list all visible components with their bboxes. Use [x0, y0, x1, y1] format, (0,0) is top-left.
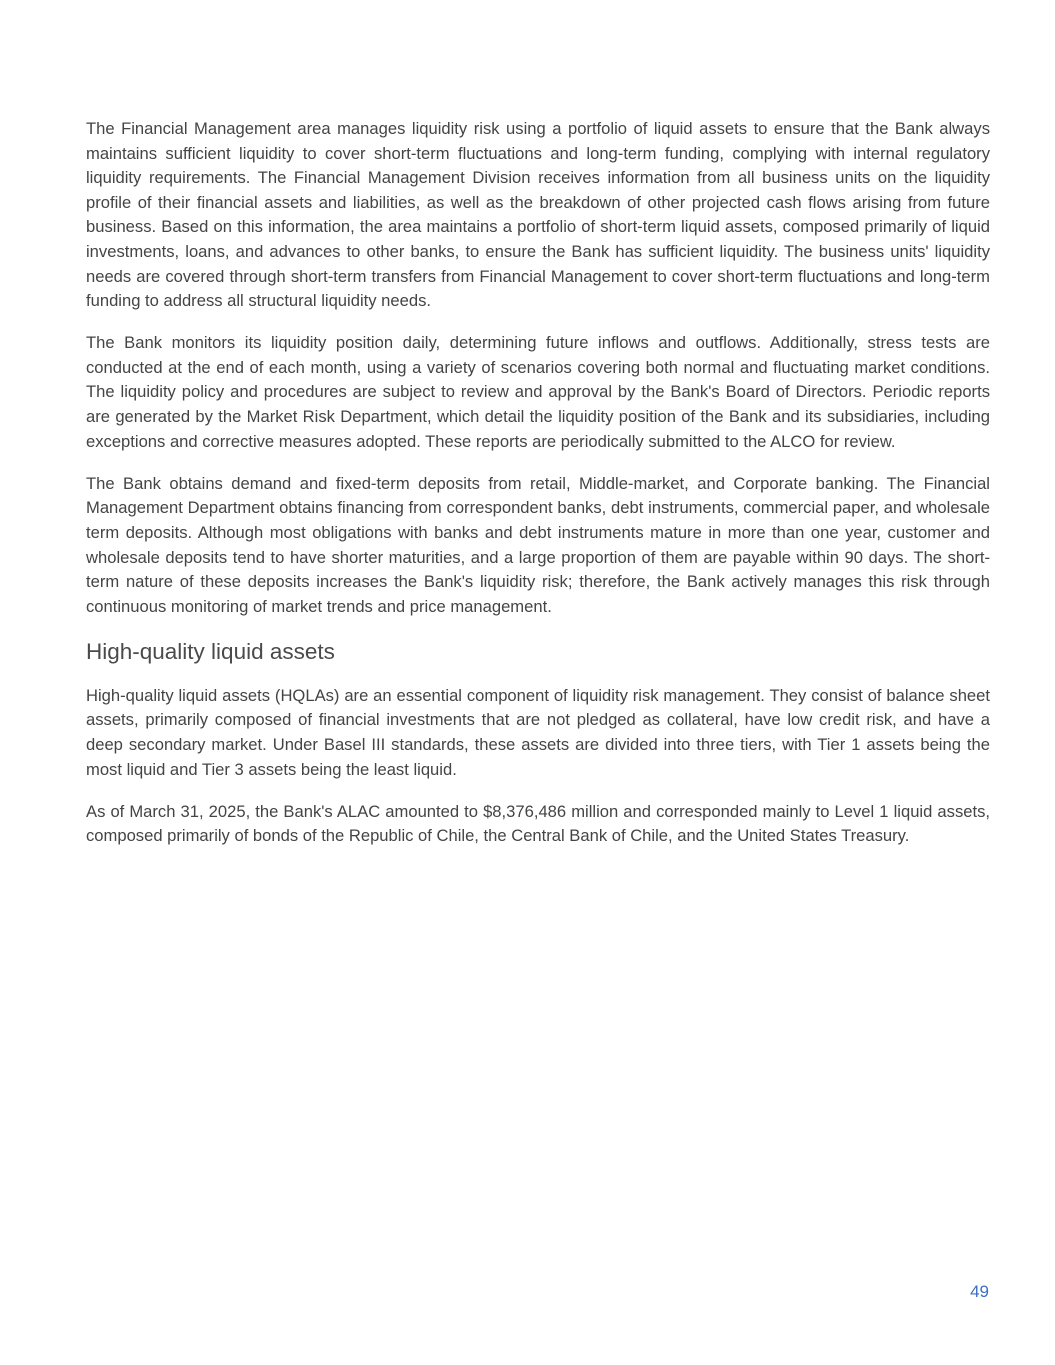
- paragraph-liquidity-monitoring: The Bank monitors its liquidity position daily, determining future inflows and outflows. Additionally, stress tests are conducted at the end of each month, using a variety of scenarios covering both normal and fluctuating market conditions. The liquidity policy and procedures are subject to review and approval by the Bank's Board of Directors. Periodic reports are generated by the Market Risk Department, which detail the liquidity position of the Bank and its subsidiaries, including exceptions and corrective measures adopted. These reports are periodically submitted to the ALCO for review.: [86, 333, 990, 451]
- paragraph-deposits-funding: The Bank obtains demand and fixed-term deposits from retail, Middle-market, and Corporate banking. The Financial Management Department obtains financing from correspondent banks, debt instruments, commercial paper, and wholesale term deposits. Although most obligations with banks and debt instruments mature in more than one year, customer and wholesale deposits tend to have shorter maturities, and a large proportion of them are payable within 90 days. The short-term nature of these deposits increases the Bank's liquidity risk; therefore, the Bank actively manages this risk through continuous monitoring of market trends and price management.: [86, 473, 990, 616]
- paragraph-hqla-definition: High-quality liquid assets (HQLAs) are an essential component of liquidity risk management. They consist of balance sheet assets, primarily composed of financial investments that are not pledged as collateral, have low credit risk, and have a deep secondary market. Under Basel III standards, these assets are divided into three tiers, with Tier 1 assets being the most liquid and Tier 3 assets being the least liquid.: [86, 685, 990, 779]
- paragraph-alac-amount: As of March 31, 2025, the Bank's ALAC amounted to $8,376,486 million and corresponded mainly to Level 1 liquid assets, composed primarily of bonds of the Republic of Chile, the Central Bank of Chile, and the United States Treasury.: [86, 801, 990, 846]
- paragraph-liquidity-management: The Financial Management area manages liquidity risk using a portfolio of liquid assets to ensure that the Bank always maintains sufficient liquidity to cover short-term fluctuations and long-term funding, complying with internal regulatory liquidity requirements. The Financial Management Division receives information from all business units on the liquidity profile of their financial assets and liabilities, as well as the breakdown of other projected cash flows arising from future business. Based on this information, the area maintains a portfolio of short-term liquid assets, composed primarily of liquid investments, loans, and advances to other banks, to ensure the Bank has sufficient liquidity. The business units' liquidity needs are covered through short-term transfers from Financial Management to cover short-term fluctuations and long-term funding to address all structural liquidity needs.: [86, 119, 990, 311]
- page-number: 49: [970, 1282, 989, 1301]
- document-body: [86, 117, 990, 866]
- section-heading: High-quality liquid assets: [86, 638, 335, 664]
